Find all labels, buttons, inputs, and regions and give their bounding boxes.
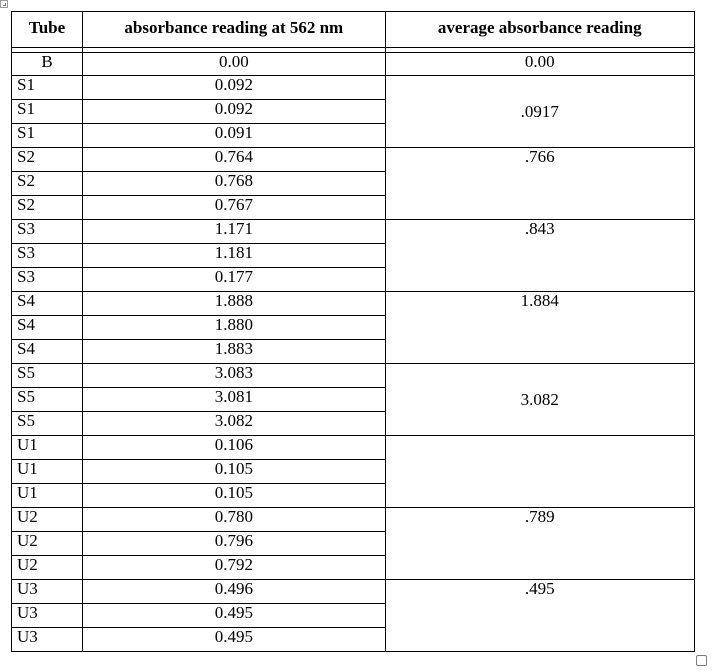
absorbance-cell: 0.780 [83, 508, 385, 532]
tube-cell: S3 [12, 244, 83, 268]
header-absorbance: absorbance reading at 562 nm [83, 12, 385, 48]
tube-cell: S5 [12, 412, 83, 436]
table-row-blank [12, 53, 695, 76]
absorbance-cell: 0.495 [83, 628, 385, 652]
tube-cell: U3 [12, 580, 83, 604]
absorbance-cell: 0.768 [83, 172, 385, 196]
absorbance-cell: 0.767 [83, 196, 385, 220]
table-row [12, 220, 695, 244]
tube-cell: S5 [12, 388, 83, 412]
absorbance-cell: 0.792 [83, 556, 385, 580]
average-cell: 1.884 [385, 292, 694, 364]
tube-cell: U2 [12, 532, 83, 556]
tube-cell: S2 [12, 148, 83, 172]
tube-cell: S1 [12, 76, 83, 100]
tube-cell: U1 [12, 436, 83, 460]
table-header-row [12, 12, 695, 48]
tube-cell: U3 [12, 604, 83, 628]
absorbance-cell: 1.880 [83, 316, 385, 340]
average-cell: .495 [385, 580, 694, 652]
absorbance-table [11, 11, 695, 652]
tube-cell: B [12, 53, 83, 76]
table-move-handle-icon[interactable] [0, 0, 8, 8]
average-cell: .843 [385, 220, 694, 292]
table-row [12, 508, 695, 532]
tube-cell: S2 [12, 172, 83, 196]
table-row [12, 364, 695, 388]
tube-cell: S3 [12, 220, 83, 244]
average-cell: 0.00 [385, 53, 694, 76]
table-row [12, 580, 695, 604]
tube-cell: U3 [12, 628, 83, 652]
average-cell: .0917 [385, 76, 694, 148]
absorbance-cell: 0.496 [83, 580, 385, 604]
tube-cell: U2 [12, 556, 83, 580]
absorbance-cell: 1.883 [83, 340, 385, 364]
average-cell: .766 [385, 148, 694, 220]
header-tube: Tube [12, 12, 83, 48]
absorbance-cell: 0.764 [83, 148, 385, 172]
absorbance-cell: 1.181 [83, 244, 385, 268]
absorbance-cell: 3.083 [83, 364, 385, 388]
absorbance-cell: 0.177 [83, 268, 385, 292]
tube-cell: S5 [12, 364, 83, 388]
tube-cell: U1 [12, 484, 83, 508]
table-row [12, 76, 695, 100]
absorbance-cell: 1.888 [83, 292, 385, 316]
table-row [12, 148, 695, 172]
tube-cell: S1 [12, 124, 83, 148]
absorbance-cell: 3.082 [83, 412, 385, 436]
absorbance-cell: 0.092 [83, 76, 385, 100]
average-cell: 3.082 [385, 364, 694, 436]
absorbance-cell: 0.796 [83, 532, 385, 556]
absorbance-cell: 0.091 [83, 124, 385, 148]
absorbance-cell: 3.081 [83, 388, 385, 412]
absorbance-cell: 0.495 [83, 604, 385, 628]
tube-cell: S4 [12, 340, 83, 364]
tube-cell: S4 [12, 316, 83, 340]
absorbance-cell: 0.105 [83, 460, 385, 484]
header-average: average absorbance reading [385, 12, 694, 48]
average-cell [385, 436, 694, 508]
tube-cell: S3 [12, 268, 83, 292]
absorbance-cell: 1.171 [83, 220, 385, 244]
tube-cell: U2 [12, 508, 83, 532]
absorbance-cell: 0.00 [83, 53, 385, 76]
average-cell: .789 [385, 508, 694, 580]
table-row [12, 436, 695, 460]
table-row [12, 292, 695, 316]
absorbance-cell: 0.092 [83, 100, 385, 124]
tube-cell: S2 [12, 196, 83, 220]
tube-cell: S4 [12, 292, 83, 316]
tube-cell: S1 [12, 100, 83, 124]
tube-cell: U1 [12, 460, 83, 484]
table-resize-handle-icon[interactable] [696, 655, 707, 666]
absorbance-cell: 0.106 [83, 436, 385, 460]
absorbance-cell: 0.105 [83, 484, 385, 508]
